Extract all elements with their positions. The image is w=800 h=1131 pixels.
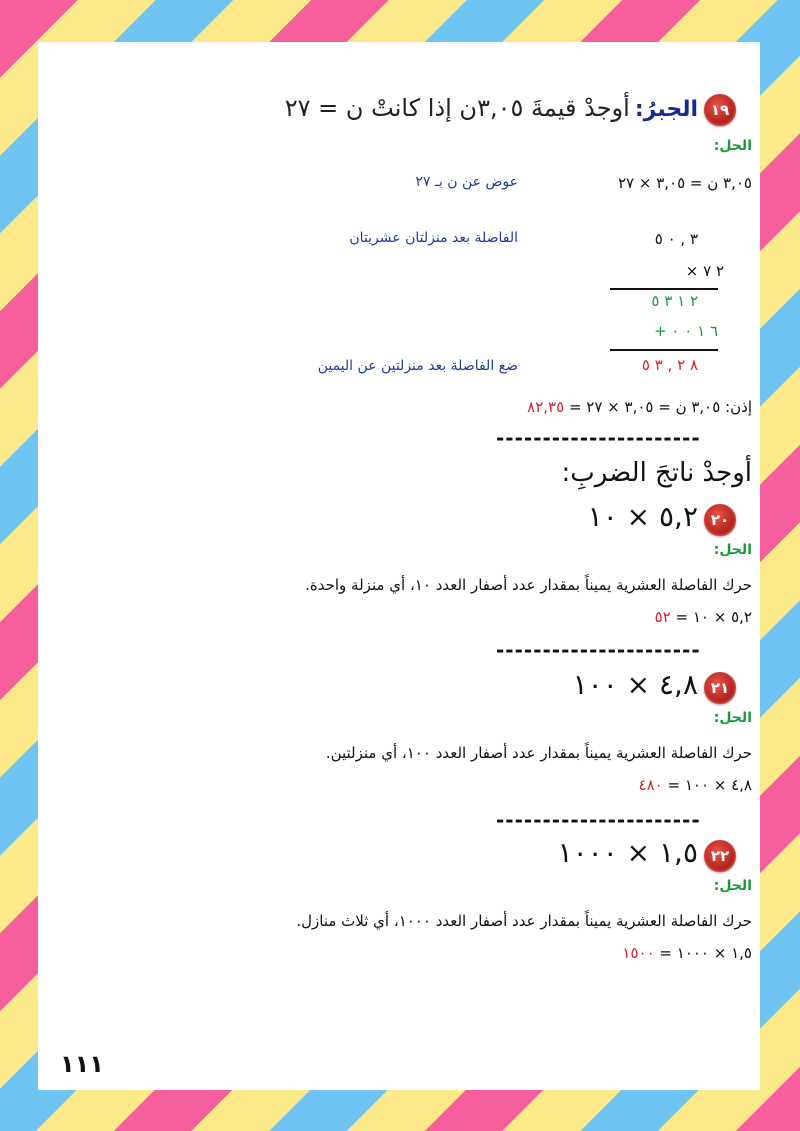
page xyxy=(38,42,760,1090)
p20-explanation: حرك الفاصلة العشرية يميناً بمقدار عدد أصفار العدد ١٠، أي منزلة واحدة. xyxy=(305,576,752,594)
p21-equation: ٤,٨ × ١٠٠ = ٤٨٠ xyxy=(638,776,752,794)
p19-mult-partial2: ٦ ١ ٠ ٠ + xyxy=(654,322,718,340)
p19-mult-line1: ٣ , ٠ ٥ xyxy=(654,230,698,248)
problem-19-badge: ١٩ xyxy=(704,94,736,126)
p19-mult-note1: الفاصلة بعد منزلتان عشريتان xyxy=(349,230,518,246)
p19-mult-rule2 xyxy=(610,349,718,351)
page-number: ١١١ xyxy=(60,1050,104,1078)
problem-21-expression: ٤,٨ × ١٠٠ xyxy=(572,668,698,701)
p19-mult-partial1: ٢ ١ ٣ ٥ xyxy=(651,292,698,310)
problem-22-expression: ١,٥ × ١٠٠٠ xyxy=(557,836,698,869)
solution-label-22: الحل: xyxy=(713,878,752,894)
problem-19-header xyxy=(285,94,698,122)
p19-step1-note: عوض عن ن بـ ٢٧ xyxy=(415,174,518,190)
p22-equation: ١,٥ × ١٠٠٠ = ١٥٠٠ xyxy=(622,944,752,962)
problem-21-badge: ٢١ xyxy=(704,672,736,704)
p19-mult-note2: ضع الفاصلة بعد منزلتين عن اليمين xyxy=(317,358,518,374)
p22-explanation: حرك الفاصلة العشرية يميناً بمقدار عدد أصفار العدد ١٠٠٠، أي ثلاث منازل. xyxy=(296,912,752,930)
problem-19-question: أوجدْ قيمةَ ٣,٠٥ن إذا كانتْ ن = ٢٧ xyxy=(284,94,630,122)
solution-label-21: الحل: xyxy=(713,710,752,726)
problem-19-topic: الجبرُ: xyxy=(634,97,698,122)
divider-1: ---------------------- xyxy=(496,426,701,450)
p19-step1-eq: ٣,٠٥ ن = ٣,٠٥ × ٢٧ xyxy=(617,174,752,192)
problem-20-expression: ٥,٢ × ١٠ xyxy=(587,500,698,533)
solution-label-19: الحل: xyxy=(713,138,752,154)
p19-mult-line2: ٢ ٧ × xyxy=(685,262,724,280)
p19-conclusion: إذن: ٣,٠٥ ن = ٣,٠٥ × ٢٧ = ٨٢,٣٥ xyxy=(527,398,752,416)
problem-22-badge: ٢٢ xyxy=(704,840,736,872)
divider-3: ---------------------- xyxy=(496,808,701,832)
p19-mult-rule1 xyxy=(610,288,718,290)
p19-mult-result: ٨ ٢ , ٣ ٥ xyxy=(641,356,698,374)
problem-20-badge: ٢٠ xyxy=(704,504,736,536)
p21-explanation: حرك الفاصلة العشرية يميناً بمقدار عدد أصفار العدد ١٠٠، أي منزلتين. xyxy=(325,744,752,762)
solution-label-20: الحل: xyxy=(713,542,752,558)
section-heading: أوجدْ ناتجَ الضربِ: xyxy=(561,458,752,488)
p20-equation: ٥,٢ × ١٠ = ٥٢ xyxy=(654,608,752,626)
divider-2: ---------------------- xyxy=(496,638,701,662)
